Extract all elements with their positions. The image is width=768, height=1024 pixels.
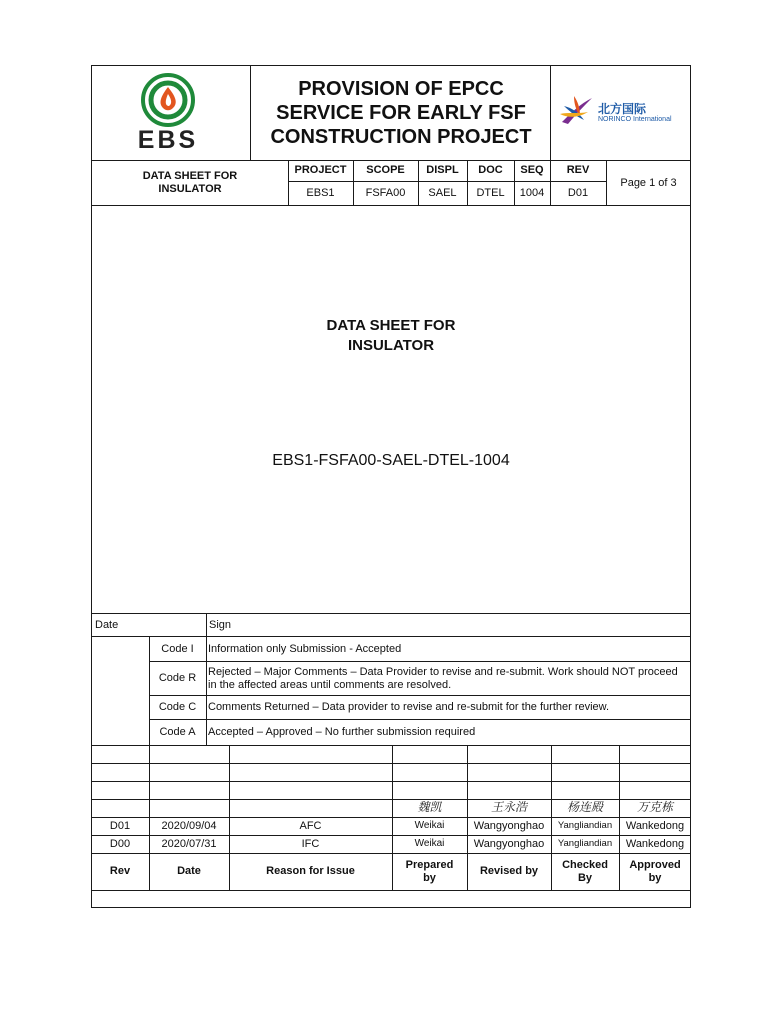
code-value-rev: D01: [567, 186, 589, 199]
signature-checked: 杨连殿: [566, 800, 603, 815]
revision-date: 2020/07/31: [161, 837, 217, 850]
review-code-i: Code I: [161, 642, 194, 655]
signature-approved: 万克栋: [636, 800, 673, 815]
review-code-a: Code A: [159, 726, 196, 739]
header-date: Date: [177, 865, 201, 878]
code-value-displ: SAEL: [428, 186, 457, 199]
ebs-logo: [128, 72, 208, 156]
review-code-a-text: Accepted – Approved – No further submission required: [208, 726, 476, 739]
ebs-logo-mark: [128, 72, 208, 128]
review-code-r: Code R: [158, 672, 197, 685]
review-date-label: Date: [95, 618, 119, 631]
document-title: PROVISION OF EPCC SERVICE FOR EARLY FSF CONSTRUCTION PROJECT: [270, 78, 532, 148]
norinco-logo-en: NORINCO International: [598, 116, 672, 123]
revision-checked: Yangliandian: [557, 819, 613, 831]
revision-rev: D01: [109, 819, 131, 832]
header-revised: Revised by: [479, 865, 539, 878]
review-sign-label: Sign: [209, 618, 232, 631]
ebs-logo-text: EBS: [137, 125, 199, 154]
revision-revised: Wangyonghao: [473, 819, 545, 832]
code-value-doc: DTEL: [476, 186, 505, 199]
revision-approved: Wankedong: [625, 819, 685, 832]
page-number: Page 1 of 3: [620, 176, 677, 189]
revision-prepared: Weikai: [414, 820, 445, 832]
datasheet-title-cell: DATA SHEET FOR INSULATOR: [142, 170, 238, 195]
code-label-rev: REV: [566, 164, 590, 177]
header-prepared: Prepared by: [405, 858, 454, 884]
signature-prepared: 魏凯: [417, 800, 442, 815]
code-label-displ: DISPL: [426, 164, 459, 177]
review-grid-line: [91, 745, 691, 746]
header-reason: Reason for Issue: [266, 865, 355, 878]
body-title-line2: INSULATOR: [347, 337, 435, 355]
revision-grid-line: [91, 763, 691, 764]
document-number: EBS1-FSFA00-SAEL-DTEL-1004: [272, 451, 510, 469]
revision-grid-line: [91, 890, 691, 891]
revision-grid-line: [91, 781, 691, 782]
review-code-c-text: Comments Returned – Data provider to revise and re-submit for the further review.: [208, 701, 610, 714]
review-grid-line: [206, 613, 207, 745]
code-label-scope: SCOPE: [366, 164, 405, 177]
review-code-r-text: Rejected – Major Comments – Data Provider to revise and re-submit. Work should NOT proceed in the affected areas until comments are resolved.: [208, 665, 678, 691]
review-code-i-text: Information only Submission - Accepted: [208, 642, 402, 655]
norinco-logo-mark: [558, 92, 598, 132]
code-label-doc: DOC: [478, 164, 503, 177]
revision-revised: Wangyonghao: [473, 837, 545, 850]
norinco-logo: [556, 92, 688, 132]
code-value-seq: 1004: [519, 186, 545, 199]
revision-approved: Wankedong: [625, 837, 685, 850]
header-rev: Rev: [109, 865, 131, 878]
revision-rev: D00: [109, 837, 131, 850]
revision-reason: IFC: [301, 837, 320, 850]
norinco-logo-cn: 北方国际: [598, 102, 647, 116]
code-label-project: PROJECT: [294, 164, 347, 177]
header-divider: [250, 65, 251, 160]
revision-checked: Yangliandian: [557, 837, 613, 849]
header-divider: [550, 65, 551, 160]
code-label-seq: SEQ: [520, 164, 544, 177]
code-value-project: EBS1: [306, 186, 335, 199]
body-title-line1: DATA SHEET FOR: [326, 317, 456, 335]
header-approved: Approved by: [629, 858, 681, 884]
revision-date: 2020/09/04: [161, 819, 217, 832]
revision-prepared: Weikai: [414, 838, 445, 850]
signature-revised: 王永浩: [490, 800, 527, 815]
header-checked: Checked By: [562, 858, 608, 884]
revision-reason: AFC: [299, 819, 322, 832]
review-code-c: Code C: [158, 701, 197, 714]
header-divider: [91, 205, 691, 206]
code-value-scope: FSFA00: [365, 186, 406, 199]
